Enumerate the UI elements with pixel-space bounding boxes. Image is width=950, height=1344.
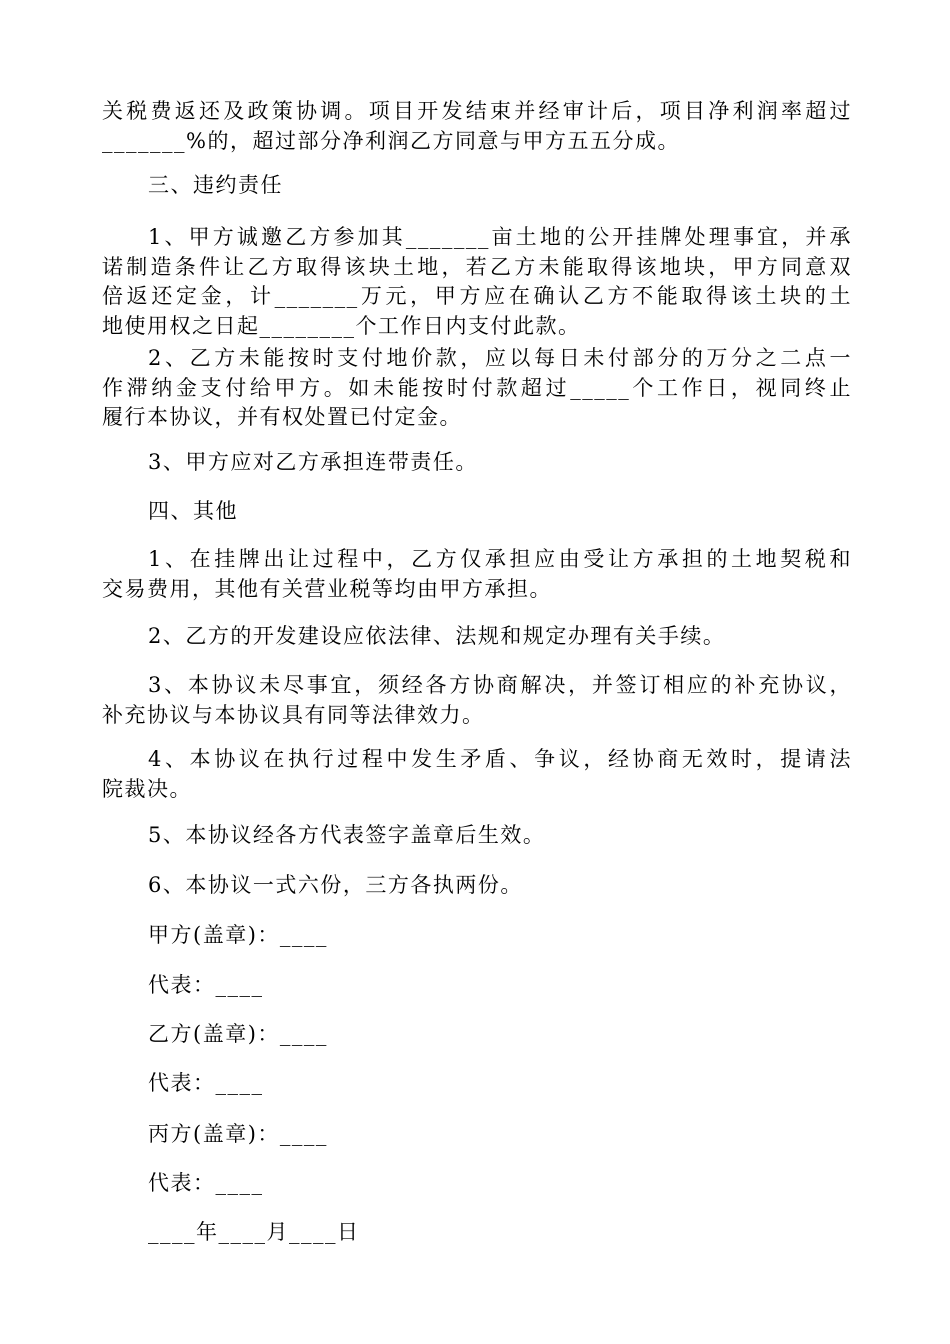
section-heading-other: 四、其他 xyxy=(148,499,238,523)
text-line: 诺制造条件让乙方取得该块土地，若乙方未能取得该地块，甲方同意双 xyxy=(102,254,852,279)
paragraph-other-1 xyxy=(102,545,852,604)
text-line: 作滞纳金支付给甲方。如未能按时付款超过_____个工作日，视同终止 xyxy=(102,375,852,400)
paragraph-other-5: 5、本协议经各方代表签字盖章后生效。 xyxy=(148,823,546,847)
text-line: 2、乙方未能按时支付地价款，应以每日未付部分的万分之二点一 xyxy=(148,346,852,370)
text-line: 3、本协议未尽事宜，须经各方协商解决，并签订相应的补充协议， xyxy=(148,673,852,697)
text-line: 院裁决。 xyxy=(102,776,192,801)
paragraph-other-4 xyxy=(102,745,852,804)
signing-date: ____年____月____日 xyxy=(148,1220,360,1244)
representative-c: 代表：____ xyxy=(148,1171,264,1195)
paragraph-other-3 xyxy=(102,671,852,730)
text-line: _______%的，超过部分净利润乙方同意与甲方五五分成。 xyxy=(102,128,680,153)
paragraph-breach-2 xyxy=(102,344,852,433)
representative-a: 代表：____ xyxy=(148,973,264,997)
paragraph-other-2: 2、乙方的开发建设应依法律、法规和规定办理有关手续。 xyxy=(148,624,726,648)
paragraph-breach-1 xyxy=(102,223,852,341)
text-line: 倍返还定金，计_______万元，甲方应在确认乙方不能取得该土块的土 xyxy=(102,284,852,308)
paragraph-profit-sharing xyxy=(102,97,852,156)
representative-b: 代表：____ xyxy=(148,1071,264,1095)
section-heading-breach-liability: 三、违约责任 xyxy=(148,173,283,197)
text-line: 关税费返还及政策协调。项目开发结束并经审计后，项目净利润率超过 xyxy=(102,99,852,123)
paragraph-other-6: 6、本协议一式六份，三方各执两份。 xyxy=(148,873,523,897)
text-line: 1、在挂牌出让过程中，乙方仅承担应由受让方承担的土地契税和 xyxy=(148,547,852,571)
signature-party-c: 丙方(盖章)：____ xyxy=(148,1122,328,1146)
text-line: 4、本协议在执行过程中发生矛盾、争议，经协商无效时，提请法 xyxy=(148,747,852,771)
text-line: 地使用权之日起________个工作日内支付此款。 xyxy=(102,313,581,338)
text-line: 交易费用，其他有关营业税等均由甲方承担。 xyxy=(102,576,552,601)
text-line: 履行本协议，并有权处置已付定金。 xyxy=(102,405,462,429)
signature-party-a: 甲方(盖章)：____ xyxy=(148,923,328,947)
signature-party-b: 乙方(盖章)：____ xyxy=(148,1022,328,1046)
text-line: 1、甲方诚邀乙方参加其_______亩土地的公开挂牌处理事宜，并承 xyxy=(148,225,852,249)
paragraph-breach-3: 3、甲方应对乙方承担连带责任。 xyxy=(148,450,478,474)
text-line: 补充协议与本协议具有同等法律效力。 xyxy=(102,702,485,727)
